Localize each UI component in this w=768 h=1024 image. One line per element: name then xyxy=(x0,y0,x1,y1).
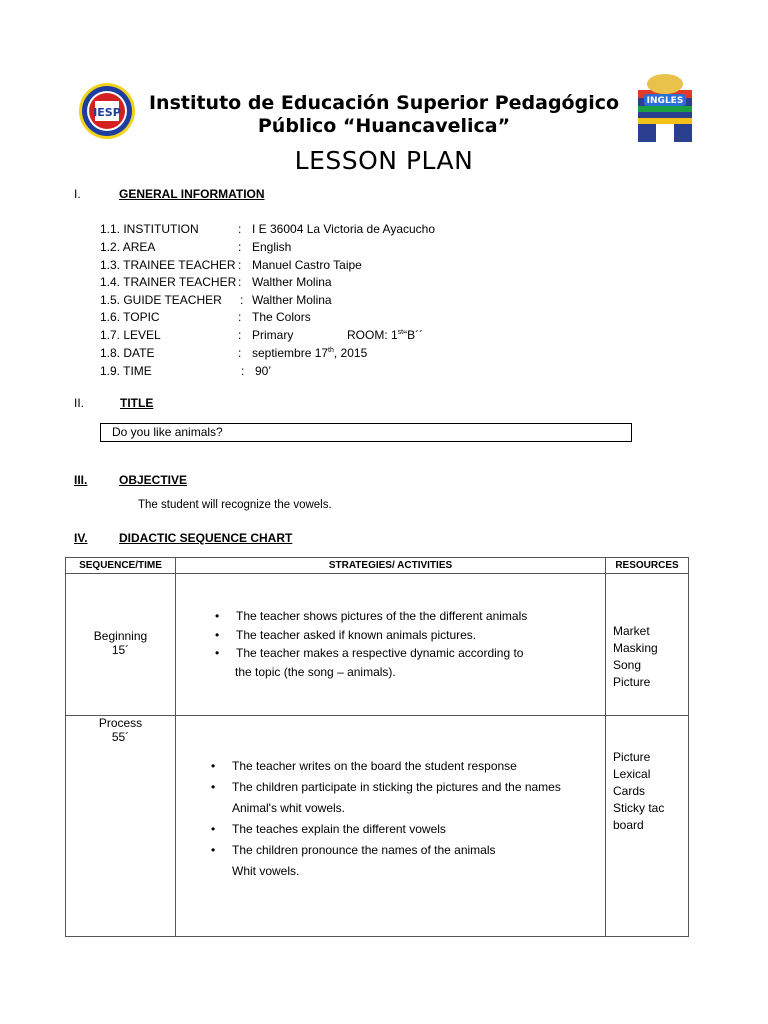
bullet: • xyxy=(211,822,216,836)
info-value: Manuel Castro Taipe xyxy=(252,258,362,272)
resource-item: board xyxy=(613,818,644,832)
logo-lettering: INGLES xyxy=(646,96,684,106)
column-header: STRATEGIES/ ACTIVITIES xyxy=(176,558,606,574)
info-colon: : xyxy=(238,222,242,236)
stage-cell xyxy=(66,574,176,716)
column-header: RESOURCES xyxy=(606,558,689,574)
room-value xyxy=(347,328,423,342)
section-heading: DIDACTIC SEQUENCE CHART xyxy=(119,531,293,545)
list-item: • The teacher asked if known animals pictures. xyxy=(208,626,605,645)
info-value: Walther Molina xyxy=(252,275,332,289)
info-value: Walther Molina xyxy=(252,293,332,307)
section-number: I. xyxy=(74,187,81,201)
info-colon: : xyxy=(240,293,244,307)
objective-text: The student will recognize the vowels. xyxy=(138,499,332,511)
section-heading: GENERAL INFORMATION xyxy=(119,187,265,201)
info-value xyxy=(252,346,367,360)
section-heading: TITLE xyxy=(120,396,154,410)
resource-item: Song xyxy=(613,658,642,672)
list-item: • The teacher makes a respective dynamic according to the topic (the song – animals). xyxy=(208,644,605,681)
date-ordinal: th xyxy=(328,347,334,354)
section-number: II. xyxy=(74,396,85,410)
info-colon: : xyxy=(238,275,242,289)
room-ordinal: st xyxy=(397,329,404,336)
table-row xyxy=(66,574,689,716)
info-value: 90’ xyxy=(255,364,272,378)
info-value: I E 36004 La Victoria de Ayacucho xyxy=(252,222,436,236)
activities-list xyxy=(208,607,605,681)
lesson-title-box xyxy=(100,423,632,442)
bullet: • xyxy=(215,646,220,660)
bullet: • xyxy=(211,759,216,773)
resources-cell xyxy=(606,574,689,716)
list-item: • The children pronounce the names of the animals Whit vowels. xyxy=(204,840,605,882)
info-key: 1.2. AREA xyxy=(100,240,156,254)
date-year: , 2015 xyxy=(333,346,368,360)
info-key: 1.9. TIME xyxy=(100,364,152,378)
info-key: 1.6. TOPIC xyxy=(100,310,160,324)
resource-item: Cards xyxy=(613,784,646,798)
room-label: ROOM: 1 xyxy=(347,328,398,342)
section-number: IV. xyxy=(74,531,88,545)
info-key: 1.8. DATE xyxy=(100,346,155,360)
info-colon: : xyxy=(238,310,242,324)
column-header: SEQUENCE/TIME xyxy=(66,558,176,574)
info-value: The Colors xyxy=(252,310,311,324)
resource-item: Lexical xyxy=(613,767,651,781)
list-item: • The teaches explain the different vowels xyxy=(204,819,605,840)
list-item: • The teacher writes on the board the student response xyxy=(204,756,605,777)
info-key: 1.4. TRAINER TEACHER xyxy=(100,275,237,289)
info-colon: : xyxy=(238,240,242,254)
room-section: “B´´ xyxy=(403,328,424,342)
list-item: • The children participate in sticking the pictures and the names Animal's whit vowels. xyxy=(204,777,605,819)
info-colon: : xyxy=(238,328,242,342)
stage-time: 15´ xyxy=(111,643,130,657)
resource-item: Market xyxy=(613,624,650,638)
info-colon: : xyxy=(238,258,242,272)
page-title: LESSON PLAN xyxy=(294,146,474,175)
resource-item: Sticky tac xyxy=(613,801,665,815)
info-colon: : xyxy=(241,364,245,378)
resource-item: Picture xyxy=(613,750,651,764)
table-header-row xyxy=(66,558,689,574)
logo-lettering: IESP xyxy=(93,106,121,119)
bullet: • xyxy=(211,843,216,857)
list-item: • The teacher shows pictures of the the different animals xyxy=(208,607,605,626)
resource-item: Picture xyxy=(613,675,651,689)
bullet: • xyxy=(215,627,220,642)
activities-cell xyxy=(176,716,606,937)
stage-name: Beginning xyxy=(93,629,148,643)
list-item-continuation: the topic (the song – animals). xyxy=(235,664,396,679)
stage-name: Process xyxy=(98,716,143,730)
info-value: English xyxy=(252,240,292,254)
list-item-continuation: Whit vowels. xyxy=(232,864,300,878)
didactic-sequence-table xyxy=(65,557,689,937)
info-key: 1.5. GUIDE TEACHER xyxy=(100,293,222,307)
stage-time: 55´ xyxy=(111,730,130,744)
resources-cell xyxy=(606,716,689,937)
stage-cell xyxy=(66,716,176,937)
section-number: III. xyxy=(74,473,88,487)
activities-list xyxy=(204,756,605,882)
list-item-continuation: Animal's whit vowels. xyxy=(232,801,345,815)
section-heading: OBJECTIVE xyxy=(119,473,188,487)
lesson-title-value: Do you like animals? xyxy=(112,425,223,439)
info-key: 1.1. INSTITUTION xyxy=(100,222,199,236)
bullet: • xyxy=(211,780,216,794)
resource-item: Masking xyxy=(613,641,658,655)
info-key: 1.3. TRAINEE TEACHER xyxy=(100,258,236,272)
info-value: Primary xyxy=(252,328,294,342)
institute-name-line2: Público “Huancavelica” xyxy=(257,115,511,137)
institute-name-line1: Instituto de Educación Superior Pedagógico xyxy=(148,92,620,114)
activities-cell xyxy=(176,574,606,716)
date-day: septiembre 17 xyxy=(252,346,329,360)
info-colon: : xyxy=(238,346,242,360)
bullet: • xyxy=(215,609,220,623)
table-row xyxy=(66,716,689,937)
info-key: 1.7. LEVEL xyxy=(100,328,161,342)
